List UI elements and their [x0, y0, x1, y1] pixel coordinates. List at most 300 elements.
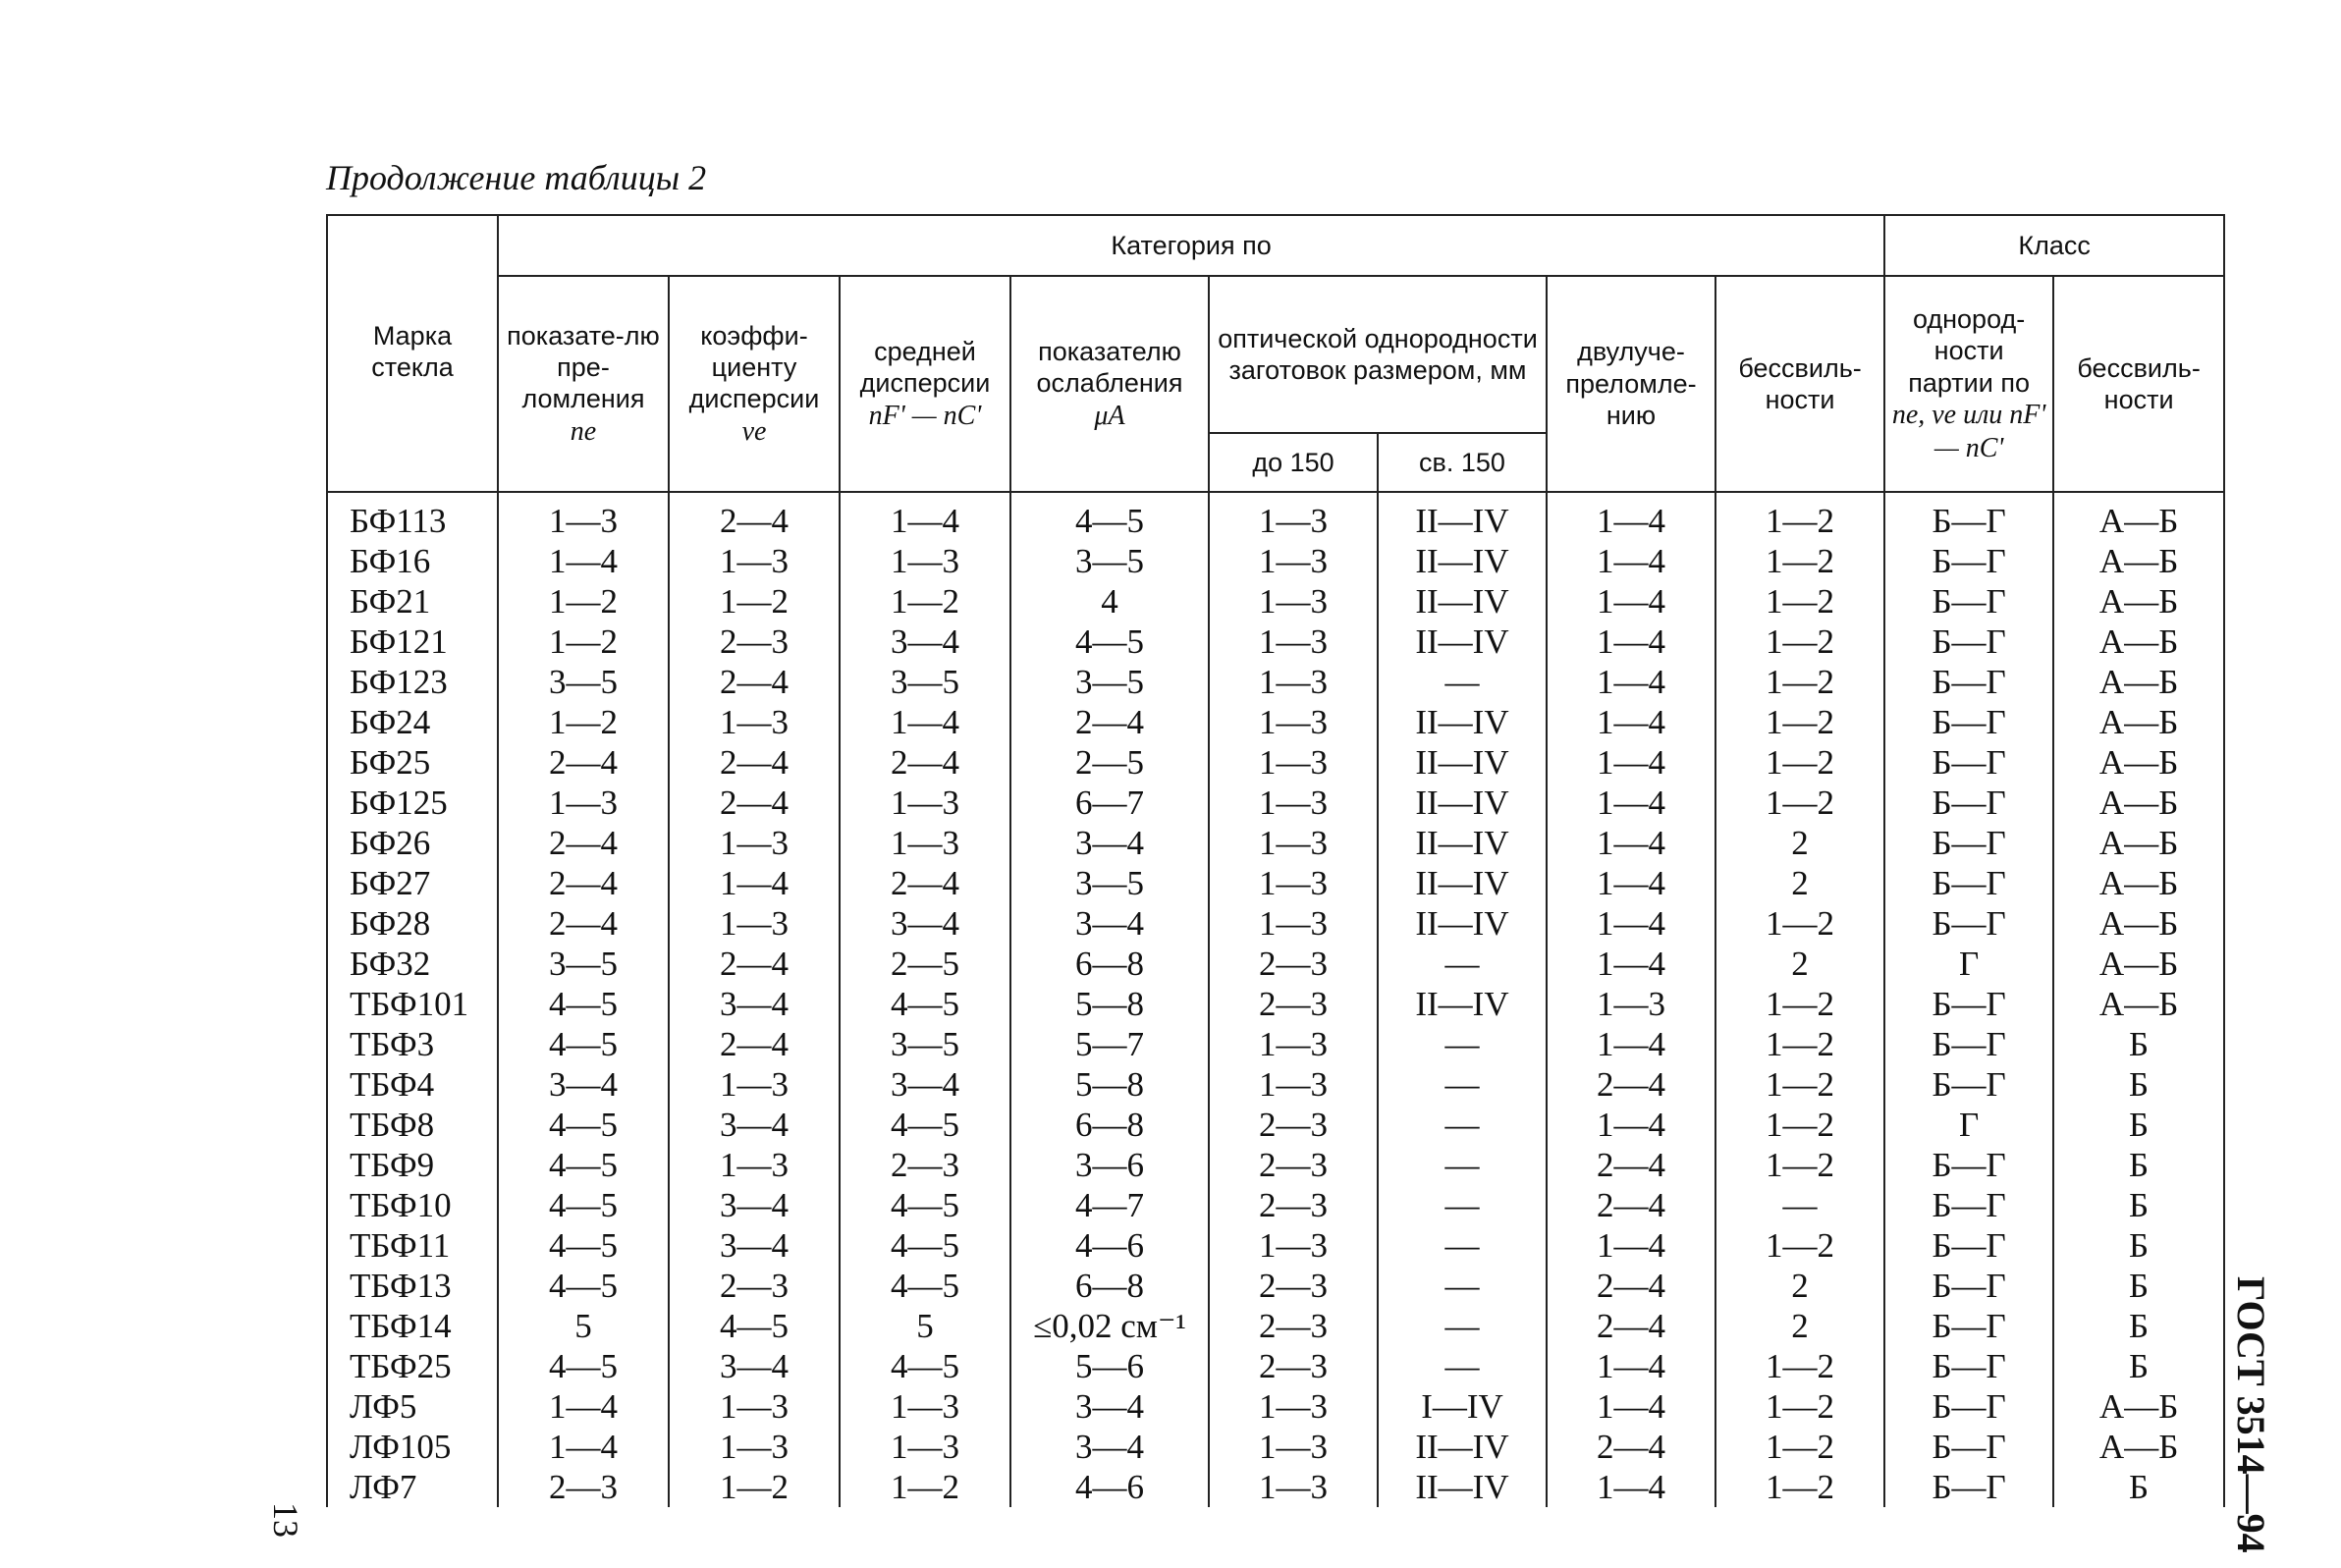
table-cell: 1—4 [1547, 742, 1715, 783]
table-row [327, 1266, 2224, 1306]
table-cell: 2—3 [669, 1266, 840, 1306]
table-row [327, 863, 2224, 903]
table-row [327, 662, 2224, 702]
table-cell: 1—2 [1715, 662, 1884, 702]
header-attenuation-label: показателю ослабления [1036, 336, 1183, 399]
glass-spec-table [326, 214, 2225, 1507]
header-mark [327, 215, 498, 492]
table-cell: 2—4 [498, 903, 669, 944]
table-cell: 1—2 [1715, 1467, 1884, 1507]
table-cell: 1—2 [1715, 1346, 1884, 1386]
table-cell: 1—4 [1547, 1225, 1715, 1266]
table-cell: 4—5 [840, 1266, 1010, 1306]
table-cell: 2—4 [840, 742, 1010, 783]
table-row [327, 1105, 2224, 1145]
table-row [327, 823, 2224, 863]
table-cell: 1—3 [1209, 662, 1378, 702]
table-cell: 1—3 [1209, 1467, 1378, 1507]
table-cell: 1—2 [1715, 903, 1884, 944]
glass-mark-cell: БФ26 [327, 823, 498, 863]
header-class-striae-label: бессвиль-ности [2077, 352, 2201, 414]
table-cell: 1—4 [1547, 1346, 1715, 1386]
header-mean-dispersion-label: средней дисперсии [859, 336, 991, 399]
table-cell: Б—Г [1884, 1266, 2053, 1306]
table-cell: 1—3 [1209, 622, 1378, 662]
table-cell: 1—3 [1209, 541, 1378, 581]
table-cell: 5—8 [1010, 984, 1209, 1024]
table-cell: II—IV [1378, 903, 1547, 944]
header-mean-dispersion [840, 276, 1010, 492]
table-cell: — [1378, 1064, 1547, 1105]
table-cell: 4—7 [1010, 1185, 1209, 1225]
table-cell: Б [2053, 1105, 2224, 1145]
table-cell: 1—3 [669, 1145, 840, 1185]
table-cell: 1—3 [840, 823, 1010, 863]
glass-mark-cell: БФ21 [327, 581, 498, 622]
table-cell: II—IV [1378, 783, 1547, 823]
table-cell: 4—5 [669, 1306, 840, 1346]
table-cell: 5—6 [1010, 1346, 1209, 1386]
table-cell: Б—Г [1884, 541, 2053, 581]
table-row [327, 1185, 2224, 1225]
table-cell: 2—4 [669, 783, 840, 823]
table-cell: 3—4 [1010, 1427, 1209, 1467]
table-cell: Б [2053, 1306, 2224, 1346]
table-cell: 2—4 [840, 863, 1010, 903]
table-cell: 6—7 [1010, 783, 1209, 823]
table-cell: 5 [840, 1306, 1010, 1346]
table-cell: 4—5 [840, 984, 1010, 1024]
table-cell: 2—3 [1209, 1145, 1378, 1185]
table-cell: 1—3 [840, 1386, 1010, 1427]
table-cell: А—Б [2053, 823, 2224, 863]
table-cell: II—IV [1378, 622, 1547, 662]
table-cell: 1—3 [1209, 742, 1378, 783]
table-cell: 4—5 [840, 1225, 1010, 1266]
table-cell: 1—2 [1715, 783, 1884, 823]
table-cell: 4—5 [498, 1024, 669, 1064]
table-cell: 2—4 [498, 823, 669, 863]
table-row [327, 903, 2224, 944]
table-cell: 1—3 [840, 783, 1010, 823]
table-cell: 1—4 [498, 1386, 669, 1427]
table-cell: 1—3 [669, 903, 840, 944]
table-cell: А—Б [2053, 1386, 2224, 1427]
table-cell: 1—2 [1715, 1105, 1884, 1145]
table-cell: II—IV [1378, 581, 1547, 622]
header-dispersion-coef-label: коэффи-циенту дисперсии [688, 320, 820, 414]
glass-mark-cell: ТБФ9 [327, 1145, 498, 1185]
glass-mark-cell: БФ113 [327, 492, 498, 541]
table-cell: Б [2053, 1467, 2224, 1507]
table-row [327, 944, 2224, 984]
table-cell: 1—3 [840, 1427, 1010, 1467]
table-cell: 1—4 [1547, 1024, 1715, 1064]
glass-mark-cell: ЛФ105 [327, 1427, 498, 1467]
table-cell: 1—4 [1547, 622, 1715, 662]
table-cell: 1—3 [1209, 1225, 1378, 1266]
table-cell: 2—4 [498, 863, 669, 903]
table-cell: Б—Г [1884, 622, 2053, 662]
table-cell: 1—4 [498, 541, 669, 581]
table-cell: А—Б [2053, 783, 2224, 823]
header-birefringence-label: двулуче-преломле-нию [1565, 337, 1697, 431]
table-cell: 3—5 [1010, 863, 1209, 903]
table-cell: 1—3 [498, 783, 669, 823]
table-cell: 1—3 [1547, 984, 1715, 1024]
table-cell: 1—4 [840, 492, 1010, 541]
table-cell: Г [1884, 1105, 2053, 1145]
table-cell: 2 [1715, 863, 1884, 903]
table-cell: 2 [1715, 944, 1884, 984]
table-cell: 5 [498, 1306, 669, 1346]
table-cell: Б—Г [1884, 1346, 2053, 1386]
table-cell: 3—4 [840, 1064, 1010, 1105]
table-cell: 2—3 [498, 1467, 669, 1507]
table-cell: II—IV [1378, 541, 1547, 581]
table-cell: 1—2 [1715, 1024, 1884, 1064]
table-cell: 4—6 [1010, 1225, 1209, 1266]
table-cell: 4—5 [498, 1185, 669, 1225]
table-cell: Б [2053, 1185, 2224, 1225]
table-row [327, 984, 2224, 1024]
glass-mark-cell: ТБФ4 [327, 1064, 498, 1105]
table-cell: 2—3 [1209, 944, 1378, 984]
table-cell: 3—5 [498, 662, 669, 702]
table-cell: 1—3 [669, 1386, 840, 1427]
table-cell: 1—3 [1209, 702, 1378, 742]
table-cell: Б [2053, 1346, 2224, 1386]
table-cell: 3—4 [669, 984, 840, 1024]
table-row [327, 783, 2224, 823]
table-cell: А—Б [2053, 622, 2224, 662]
table-cell: 3—4 [669, 1225, 840, 1266]
table-cell: 6—8 [1010, 1105, 1209, 1145]
table-cell: Б—Г [1884, 1185, 2053, 1225]
glass-mark-cell: ЛФ5 [327, 1386, 498, 1427]
table-cell: Б—Г [1884, 1064, 2053, 1105]
table-cell: 1—3 [1209, 823, 1378, 863]
table-cell: 1—3 [1209, 863, 1378, 903]
table-cell: Б—Г [1884, 1145, 2053, 1185]
table-cell: 1—4 [840, 702, 1010, 742]
table-cell: II—IV [1378, 823, 1547, 863]
table-row [327, 742, 2224, 783]
table-cell: 4—5 [498, 1346, 669, 1386]
table-cell: 1—3 [840, 541, 1010, 581]
table-cell: Б—Г [1884, 1024, 2053, 1064]
glass-mark-cell: БФ123 [327, 662, 498, 702]
table-cell: — [1378, 1105, 1547, 1145]
header-birefringence [1547, 276, 1715, 492]
glass-mark-cell: ТБФ13 [327, 1266, 498, 1306]
table-cell: 2—4 [1547, 1064, 1715, 1105]
table-cell: 6—8 [1010, 1266, 1209, 1306]
table-cell: 3—5 [1010, 662, 1209, 702]
table-cell: 2—3 [1209, 1185, 1378, 1225]
table-cell: 1—3 [669, 1427, 840, 1467]
header-refractive-symbol: ne [570, 415, 597, 447]
table-body [327, 492, 2224, 1507]
table-cell: 3—4 [669, 1105, 840, 1145]
table-cell: Б—Г [1884, 702, 2053, 742]
table-cell: 4—5 [1010, 492, 1209, 541]
table-cell: 1—2 [498, 622, 669, 662]
table-cell: 4—5 [498, 1266, 669, 1306]
glass-mark-cell: БФ24 [327, 702, 498, 742]
table-cell: 1—4 [498, 1427, 669, 1467]
table-cell: 1—3 [669, 541, 840, 581]
table-cell: 3—4 [1010, 1386, 1209, 1427]
table-cell: 1—4 [1547, 823, 1715, 863]
glass-mark-cell: ТБФ10 [327, 1185, 498, 1225]
table-cell: 1—2 [1715, 742, 1884, 783]
header-attenuation-symbol: μA [1094, 400, 1125, 431]
table-cell: 1—4 [1547, 662, 1715, 702]
table-cell: 1—3 [1209, 1024, 1378, 1064]
header-size-upto150 [1209, 433, 1378, 492]
table-cell: 4—5 [498, 1145, 669, 1185]
header-striae [1715, 276, 1884, 492]
table-cell: 3—4 [1010, 903, 1209, 944]
header-class-homogeneity [1884, 276, 2053, 492]
table-cell: — [1378, 1024, 1547, 1064]
table-cell: 3—4 [498, 1064, 669, 1105]
table-cell: II—IV [1378, 863, 1547, 903]
table-cell: — [1378, 944, 1547, 984]
table-cell: А—Б [2053, 541, 2224, 581]
table-cell: 6—8 [1010, 944, 1209, 984]
table-row [327, 492, 2224, 541]
table-cell: 4—5 [840, 1185, 1010, 1225]
table-cell: Б—Г [1884, 581, 2053, 622]
table-cell: II—IV [1378, 742, 1547, 783]
table-cell: Б—Г [1884, 783, 2053, 823]
table-cell: Б—Г [1884, 1225, 2053, 1266]
table-cell: 2—4 [669, 944, 840, 984]
table-cell: Б [2053, 1225, 2224, 1266]
table-row [327, 622, 2224, 662]
table-cell: 1—2 [1715, 1145, 1884, 1185]
table-cell: Б [2053, 1145, 2224, 1185]
table-cell: 2—4 [498, 742, 669, 783]
table-cell: 1—2 [669, 1467, 840, 1507]
table-cell: — [1378, 1266, 1547, 1306]
table-cell: 2 [1715, 1306, 1884, 1346]
table-cell: Б [2053, 1266, 2224, 1306]
table-cell: 1—3 [1209, 903, 1378, 944]
table-cell: Б—Г [1884, 1306, 2053, 1346]
glass-mark-cell: БФ121 [327, 622, 498, 662]
table-cell: 3—4 [840, 622, 1010, 662]
table-cell: Б—Г [1884, 984, 2053, 1024]
glass-mark-cell: ЛФ7 [327, 1467, 498, 1507]
glass-mark-cell: ТБФ14 [327, 1306, 498, 1346]
header-refractive [498, 276, 669, 492]
header-size-over150 [1378, 433, 1547, 492]
table-cell: II—IV [1378, 1467, 1547, 1507]
table-cell: 3—5 [840, 1024, 1010, 1064]
table-cell: 2—4 [669, 662, 840, 702]
table-cell: — [1715, 1185, 1884, 1225]
table-cell: 5—7 [1010, 1024, 1209, 1064]
standard-code: ГОСТ 3514—94 [2229, 1276, 2273, 1553]
table-cell: 4—5 [840, 1105, 1010, 1145]
header-category-label: Категория по [1111, 230, 1272, 260]
table-cell: 2—4 [1547, 1185, 1715, 1225]
table-cell: 1—4 [1547, 581, 1715, 622]
glass-mark-cell: ТБФ11 [327, 1225, 498, 1266]
header-dispersion-coef [669, 276, 840, 492]
table-cell: 1—2 [498, 581, 669, 622]
table-cell: — [1378, 1346, 1547, 1386]
table-cell: 1—4 [669, 863, 840, 903]
table-cell: 3—4 [669, 1185, 840, 1225]
header-class-homogeneity-symbol: ne, νe или nF' — nC' [1891, 399, 2046, 463]
table-cell: Б—Г [1884, 823, 2053, 863]
table-cell: 2—3 [1209, 1105, 1378, 1145]
table-cell: Б—Г [1884, 492, 2053, 541]
glass-mark-cell: ТБФ3 [327, 1024, 498, 1064]
table-cell: 1—4 [1547, 702, 1715, 742]
table-cell: 3—4 [840, 903, 1010, 944]
table-cell: 2—3 [1209, 984, 1378, 1024]
table-cell: 2—3 [840, 1145, 1010, 1185]
header-category-group [498, 215, 1884, 276]
table-cell: II—IV [1378, 1427, 1547, 1467]
table-cell: 1—2 [1715, 1225, 1884, 1266]
glass-mark-cell: ТБФ8 [327, 1105, 498, 1145]
table-cell: А—Б [2053, 742, 2224, 783]
table-cell: 2—4 [669, 1024, 840, 1064]
table-cell: Б—Г [1884, 1427, 2053, 1467]
table-cell: 3—5 [840, 662, 1010, 702]
table-cell: 2—4 [669, 742, 840, 783]
header-optical-homogeneity [1209, 276, 1547, 433]
table-row [327, 541, 2224, 581]
table-row [327, 1064, 2224, 1105]
table-cell: 4—5 [840, 1346, 1010, 1386]
table-cell: Б—Г [1884, 863, 2053, 903]
table-cell: 1—2 [1715, 984, 1884, 1024]
glass-mark-cell: БФ16 [327, 541, 498, 581]
table-cell: 4—6 [1010, 1467, 1209, 1507]
table-header [327, 215, 2224, 492]
table-cell: — [1378, 1145, 1547, 1185]
table-row [327, 1467, 2224, 1507]
table-cell: 1—3 [1209, 1427, 1378, 1467]
table-cell: 1—3 [498, 492, 669, 541]
table-cell: 2 [1715, 823, 1884, 863]
table-cell: 3—5 [1010, 541, 1209, 581]
table-cell: Б—Г [1884, 903, 2053, 944]
table-cell: 5—8 [1010, 1064, 1209, 1105]
table-cell: 4—5 [498, 984, 669, 1024]
header-refractive-label: показате-лю пре-ломления [507, 320, 660, 414]
table-cell: 4 [1010, 581, 1209, 622]
table-cell: А—Б [2053, 702, 2224, 742]
table-cell: Б—Г [1884, 1467, 2053, 1507]
table-cell: 1—3 [1209, 1064, 1378, 1105]
table-cell: 2—5 [1010, 742, 1209, 783]
table-cell: 2—3 [1209, 1266, 1378, 1306]
table-row [327, 1306, 2224, 1346]
table-cell: 4—5 [498, 1105, 669, 1145]
table-cell: 1—2 [669, 581, 840, 622]
table-cell: А—Б [2053, 581, 2224, 622]
table-cell: 1—4 [1547, 783, 1715, 823]
table-cell: А—Б [2053, 492, 2224, 541]
table-cell: — [1378, 1225, 1547, 1266]
table-cell: А—Б [2053, 1427, 2224, 1467]
header-size-over150-label: св. 150 [1419, 447, 1505, 477]
table-cell: 2—4 [1547, 1145, 1715, 1185]
table-cell: Б—Г [1884, 742, 2053, 783]
table-cell: 1—2 [1715, 541, 1884, 581]
table-cell: — [1378, 662, 1547, 702]
table-cell: Г [1884, 944, 2053, 984]
table-cell: 1—4 [1547, 1105, 1715, 1145]
table-cell: 2—4 [669, 492, 840, 541]
glass-mark-cell: БФ32 [327, 944, 498, 984]
table-cell: 2—4 [1010, 702, 1209, 742]
table-row [327, 1225, 2224, 1266]
table-cell: 1—2 [1715, 622, 1884, 662]
table-cell: II—IV [1378, 984, 1547, 1024]
header-size-upto150-label: до 150 [1252, 447, 1334, 477]
header-dispersion-coef-symbol: νe [741, 415, 767, 447]
table-cell: 1—4 [1547, 541, 1715, 581]
table-cell: Б [2053, 1064, 2224, 1105]
table-cell: А—Б [2053, 903, 2224, 944]
table-cell: 1—4 [1547, 492, 1715, 541]
table-cell: 4—5 [1010, 622, 1209, 662]
table-cell: II—IV [1378, 702, 1547, 742]
table-cell: II—IV [1378, 492, 1547, 541]
table-cell: 1—2 [1715, 492, 1884, 541]
table-cell: 3—4 [1010, 823, 1209, 863]
table-cell: 1—3 [1209, 1386, 1378, 1427]
header-class-striae [2053, 276, 2224, 492]
table-row [327, 702, 2224, 742]
table-cell: 3—4 [669, 1346, 840, 1386]
table-cell: 1—3 [1209, 581, 1378, 622]
glass-mark-cell: БФ25 [327, 742, 498, 783]
table-cell: 1—3 [669, 823, 840, 863]
table-cell: ≤0,02 см⁻¹ [1010, 1306, 1209, 1346]
table-cell: 1—2 [840, 1467, 1010, 1507]
glass-mark-cell: ТБФ101 [327, 984, 498, 1024]
table-cell: — [1378, 1306, 1547, 1346]
table-row [327, 581, 2224, 622]
table-cell: I—IV [1378, 1386, 1547, 1427]
table-cell: 1—2 [1715, 702, 1884, 742]
header-class-group [1884, 215, 2224, 276]
table-cell: А—Б [2053, 984, 2224, 1024]
table-cell: 3—6 [1010, 1145, 1209, 1185]
header-striae-label: бессвиль-ности [1738, 352, 1862, 414]
table-cell: А—Б [2053, 662, 2224, 702]
table-cell: 1—2 [1715, 1386, 1884, 1427]
page-number: 13 [266, 1502, 305, 1538]
table-cell: 2—4 [1547, 1306, 1715, 1346]
glass-mark-cell: ТБФ25 [327, 1346, 498, 1386]
table-cell: Б [2053, 1024, 2224, 1064]
table-cell: 4—5 [498, 1225, 669, 1266]
table-cell: 2—3 [1209, 1346, 1378, 1386]
table-row [327, 1346, 2224, 1386]
table-row [327, 1145, 2224, 1185]
